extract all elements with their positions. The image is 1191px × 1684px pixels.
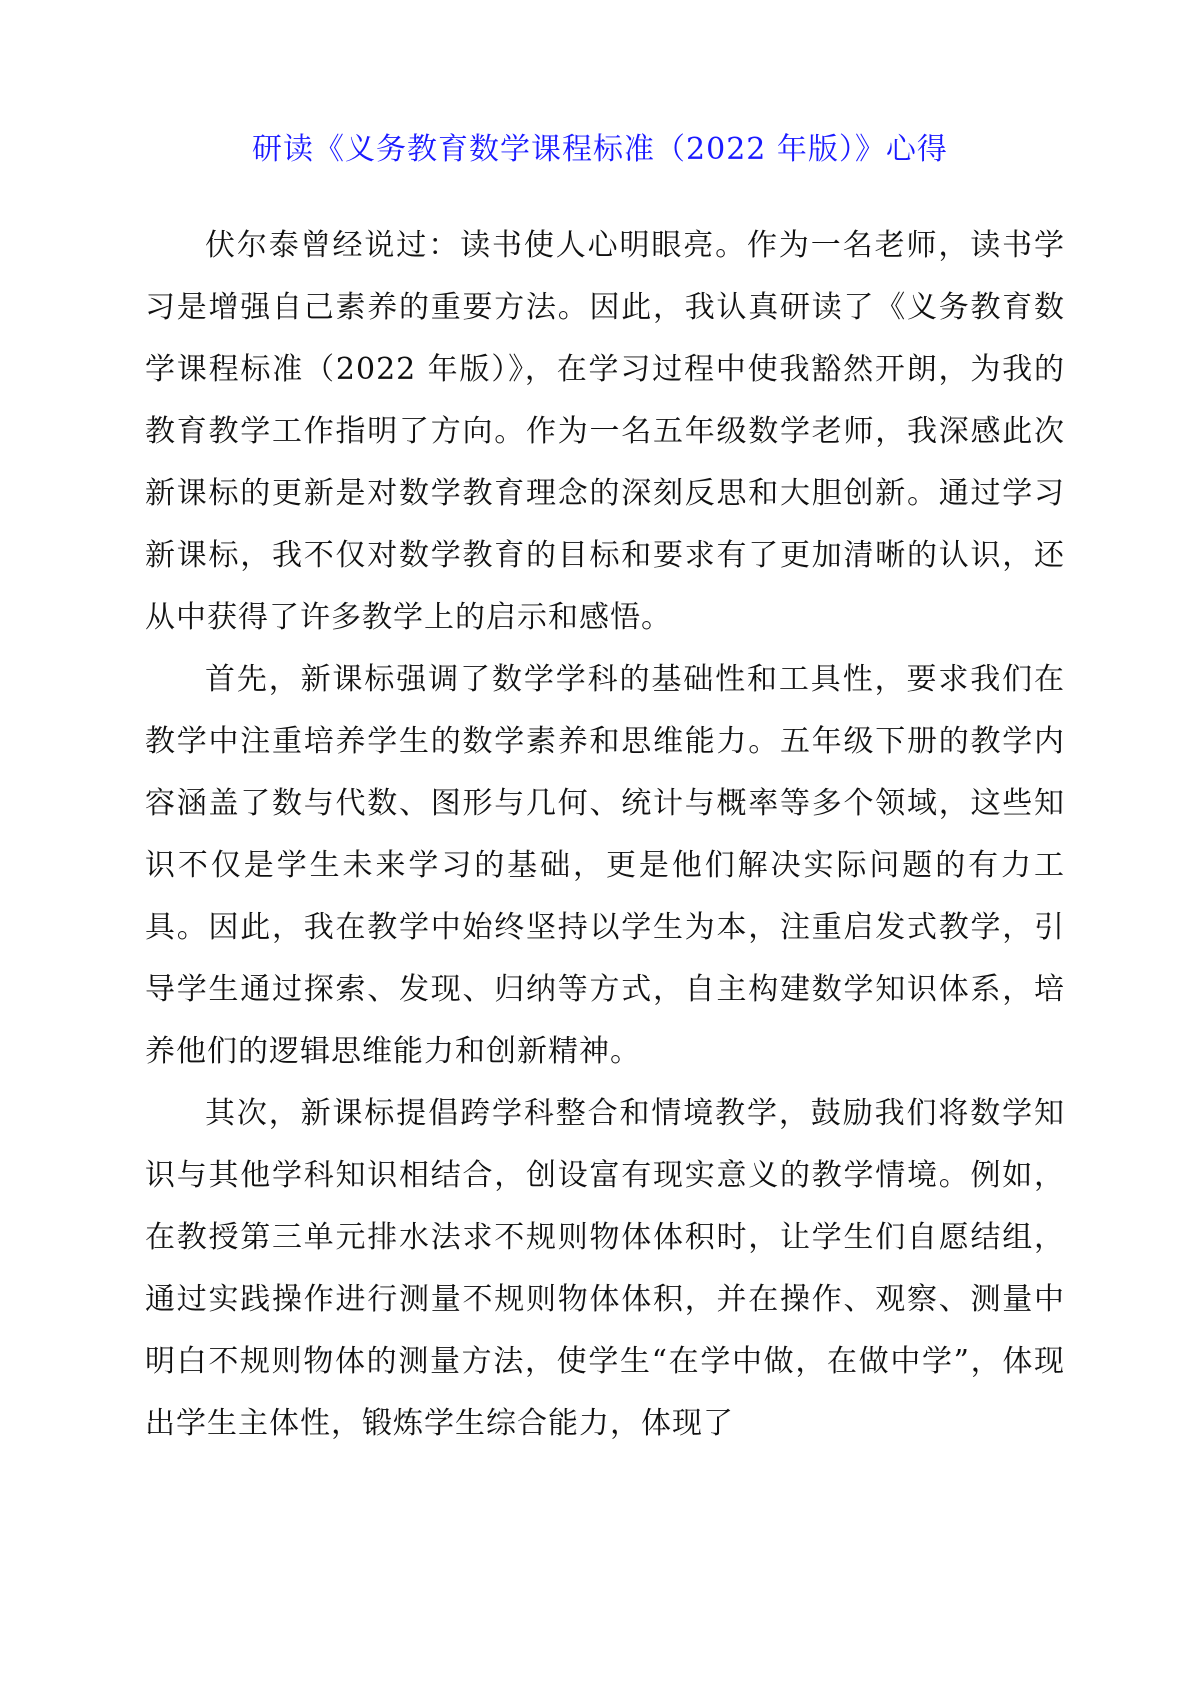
document-title: 研读《义务教育数学课程标准（2022 年版）》心得 xyxy=(252,132,948,167)
paragraph-second-point: 其次，新课标提倡跨学科整合和情境教学，鼓励我们将数学知识与其他学科知识相结合，创设富有现实意义的教学情境。例如，在教授第三单元排水法求不规则物体体积时，让学生们自愿结组，通过实践操作进行测量不规则物体体积，并在操作、观察、测量中明白不规则物体的测量方法，使学生“在学中做，在做中学”，体现出学生主体性，锻炼学生综合能力，体现了 xyxy=(145,1096,1065,1441)
document-body xyxy=(145,215,1065,1455)
paragraph-intro: 伏尔泰曾经说过：读书使人心明眼亮。作为一名老师，读书学习是增强自己素养的重要方法。因此，我认真研读了《义务教育数学课程标准（2022 年版）》，在学习过程中使我豁然开朗，为我的教育教学工作指明了方向。作为一名五年级数学老师，我深感此次新课标的更新是对数学教育理念的深刻反思和大胆创新。通过学习新课标，我不仅对数学教育的目标和要求有了更加清晰的认识，还从中获得了许多教学上的启示和感悟。 xyxy=(145,228,1065,635)
paragraph-first-point: 首先，新课标强调了数学学科的基础性和工具性，要求我们在教学中注重培养学生的数学素养和思维能力。五年级下册的教学内容涵盖了数与代数、图形与几何、统计与概率等多个领域，这些知识不仅是学生未来学习的基础，更是他们解决实际问题的有力工具。因此，我在教学中始终坚持以学生为本，注重启发式教学，引导学生通过探索、发现、归纳等方式，自主构建数学知识体系，培养他们的逻辑思维能力和创新精神。 xyxy=(145,662,1065,1069)
